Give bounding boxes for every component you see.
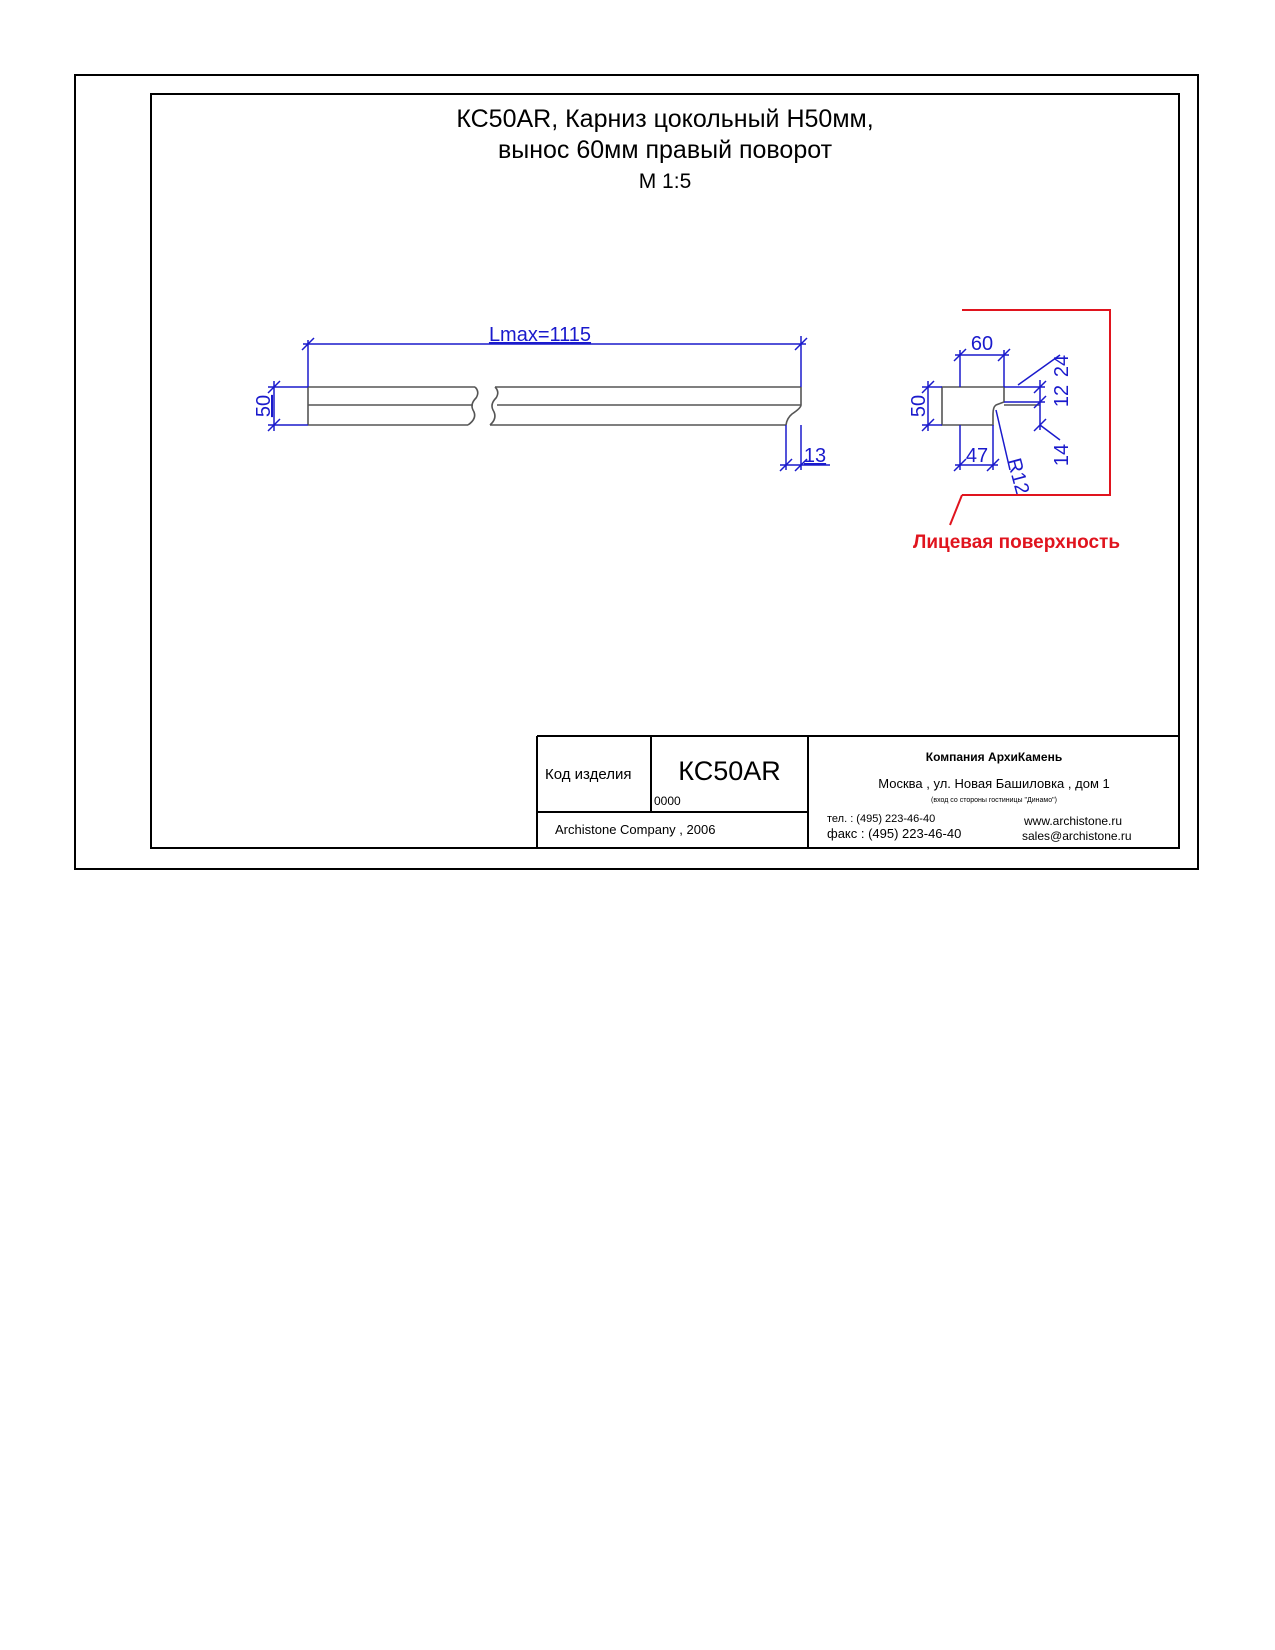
section-view — [942, 387, 1040, 425]
right-dim-line-14 — [1040, 425, 1060, 440]
product-code-number: 0000 — [654, 794, 681, 808]
section-outline — [942, 387, 1004, 425]
section-radius-label: R12 — [1002, 455, 1034, 498]
title-line-2: вынос 60мм правый поворот — [497, 136, 833, 164]
product-code-value: КС50AR — [678, 755, 781, 786]
section-dim-12-label: 12 — [1051, 384, 1073, 408]
section-dim-24-label: 24 — [1051, 354, 1073, 378]
section-dim-14-label: 14 — [1051, 443, 1073, 467]
elevation-right-end — [786, 387, 801, 425]
face-surface-label: Лицевая поверхность — [913, 532, 1121, 553]
product-code-label: Код изделия — [545, 765, 632, 783]
elevation-break-mark-left — [468, 387, 478, 425]
title-line-1: КС50AR, Карниз цокольный Н50мм, — [456, 105, 874, 133]
elevation-view — [308, 387, 801, 425]
return-dimension-label: 13 — [803, 445, 827, 467]
title-block — [537, 736, 1180, 849]
elevation-break-mark-right — [490, 387, 498, 425]
height-dimension-label: 50 — [253, 394, 275, 418]
face-surface-leader — [950, 495, 962, 525]
company-address-note: (вход со стороны гостиницы "Динамо") — [931, 797, 1057, 804]
company-phone: тел. : (495) 223-46-40 — [827, 813, 936, 825]
elevation-dimensions — [268, 336, 830, 471]
section-width-bottom-label: 47 — [965, 445, 989, 467]
drawing-scale: М 1:5 — [638, 170, 692, 193]
company-address: Москва , ул. Новая Башиловка , дом 1 — [878, 776, 1110, 791]
company-name: Компания АрхиКамень — [925, 750, 1063, 764]
company-website: www.archistone.ru — [1024, 814, 1123, 828]
copyright-text: Archistone Company , 2006 — [555, 822, 716, 837]
company-fax: факс : (495) 223-46-40 — [827, 826, 962, 841]
section-width-top-label: 60 — [970, 333, 994, 355]
company-email: sales@archistone.ru — [1022, 829, 1132, 843]
length-dimension-label: Lmax=1115 — [488, 324, 592, 346]
section-height-label: 50 — [908, 394, 930, 418]
